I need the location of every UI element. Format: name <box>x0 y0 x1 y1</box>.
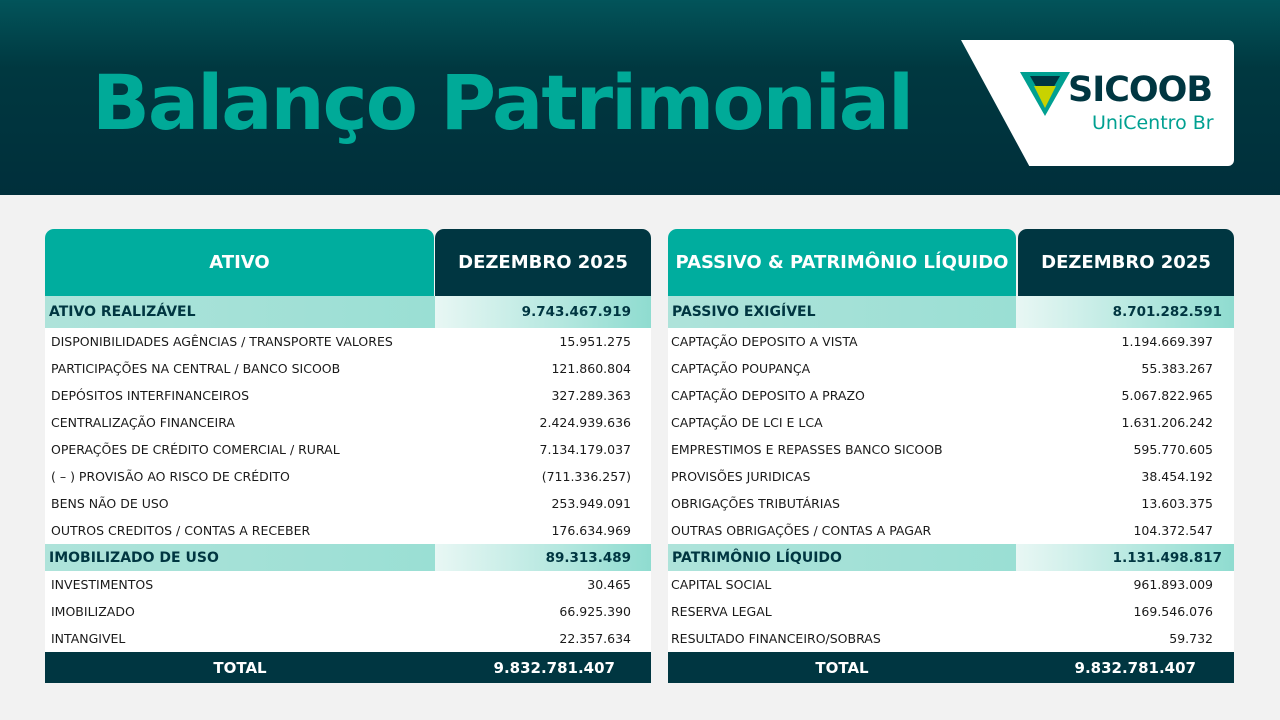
section-row <box>668 296 1234 328</box>
table-row <box>668 490 1234 517</box>
row-label: INTANGIVEL <box>51 631 126 646</box>
passivo-heading: PASSIVO & PATRIMÔNIO LÍQUIDO <box>668 229 1016 296</box>
passivo-period-heading: DEZEMBRO 2025 <box>1018 229 1234 296</box>
row-value: 2.424.939.636 <box>539 415 631 430</box>
row-label: RESERVA LEGAL <box>671 604 772 619</box>
table-row <box>668 436 1234 463</box>
row-value: 169.546.076 <box>1133 604 1213 619</box>
ativo-table-header <box>45 229 651 296</box>
table-row <box>668 355 1234 382</box>
row-label: PROVISÕES JURIDICAS <box>671 469 811 484</box>
table-row <box>45 328 651 355</box>
row-label: EMPRESTIMOS E REPASSES BANCO SICOOB <box>671 442 943 457</box>
row-value: 7.134.179.037 <box>539 442 631 457</box>
table-row <box>668 517 1234 544</box>
section-value: 9.743.467.919 <box>435 296 651 328</box>
section-value: 8.701.282.591 <box>1016 296 1234 328</box>
logo-subtitle: UniCentro Br <box>1092 112 1214 134</box>
row-label: OUTROS CREDITOS / CONTAS A RECEBER <box>51 523 311 538</box>
section-row <box>45 544 651 571</box>
table-row <box>668 571 1234 598</box>
row-label: RESULTADO FINANCEIRO/SOBRAS <box>671 631 881 646</box>
row-value: 595.770.605 <box>1133 442 1213 457</box>
row-value: 59.732 <box>1169 631 1213 646</box>
sicoob-logo-icon <box>1020 72 1070 116</box>
row-value: 5.067.822.965 <box>1121 388 1213 403</box>
section-row <box>45 296 651 328</box>
row-label: CAPTAÇÃO DEPOSITO A PRAZO <box>671 388 865 403</box>
table-row <box>668 409 1234 436</box>
row-label: DEPÓSITOS INTERFINANCEIROS <box>51 388 250 403</box>
table-row <box>45 409 651 436</box>
total-label: TOTAL <box>213 658 267 677</box>
table-row <box>45 598 651 625</box>
row-value: 1.631.206.242 <box>1121 415 1213 430</box>
row-label: CAPITAL SOCIAL <box>671 577 772 592</box>
row-value: 30.465 <box>587 577 631 592</box>
row-label: ( – ) PROVISÃO AO RISCO DE CRÉDITO <box>51 469 290 484</box>
row-label: OPERAÇÕES DE CRÉDITO COMERCIAL / RURAL <box>51 442 340 457</box>
total-label: TOTAL <box>815 658 869 677</box>
table-row <box>45 571 651 598</box>
row-value: 104.372.547 <box>1133 523 1213 538</box>
row-label: IMOBILIZADO <box>51 604 135 619</box>
passivo-table <box>668 229 1234 683</box>
total-value: 9.832.781.407 <box>493 658 615 677</box>
section-value: 89.313.489 <box>435 544 651 571</box>
row-label: OBRIGAÇÕES TRIBUTÁRIAS <box>671 496 840 511</box>
section-label: ATIVO REALIZÁVEL <box>45 296 435 328</box>
row-label: CAPTAÇÃO POUPANÇA <box>671 361 811 376</box>
row-value: 55.383.267 <box>1141 361 1213 376</box>
row-value: 121.860.804 <box>551 361 631 376</box>
ativo-period-heading: DEZEMBRO 2025 <box>435 229 651 296</box>
logo-name: SICOOB <box>1068 70 1213 110</box>
row-value: 66.925.390 <box>559 604 631 619</box>
row-label: INVESTIMENTOS <box>51 577 154 592</box>
section-label: PASSIVO EXIGÍVEL <box>668 296 1016 328</box>
table-row <box>668 382 1234 409</box>
row-label: PARTICIPAÇÕES NA CENTRAL / BANCO SICOOB <box>51 361 341 376</box>
table-row <box>45 463 651 490</box>
passivo-table-header <box>668 229 1234 296</box>
section-row <box>668 544 1234 571</box>
row-value: 13.603.375 <box>1141 496 1213 511</box>
row-value: 38.454.192 <box>1141 469 1213 484</box>
section-value: 1.131.498.817 <box>1016 544 1234 571</box>
total-value: 9.832.781.407 <box>1074 658 1196 677</box>
row-value: 15.951.275 <box>559 334 631 349</box>
row-value: 961.893.009 <box>1133 577 1213 592</box>
total-row <box>668 652 1234 683</box>
row-value: 22.357.634 <box>559 631 631 646</box>
total-row <box>45 652 651 683</box>
table-row <box>668 625 1234 652</box>
row-label: CENTRALIZAÇÃO FINANCEIRA <box>51 415 235 430</box>
table-row <box>45 382 651 409</box>
row-value: 253.949.091 <box>551 496 631 511</box>
table-row <box>45 355 651 382</box>
table-row <box>45 625 651 652</box>
section-label: PATRIMÔNIO LÍQUIDO <box>668 544 1016 571</box>
row-label: DISPONIBILIDADES AGÊNCIAS / TRANSPORTE VALORES <box>51 334 393 349</box>
row-value: 327.289.363 <box>551 388 631 403</box>
row-label: OUTRAS OBRIGAÇÕES / CONTAS A PAGAR <box>671 523 932 538</box>
row-label: CAPTAÇÃO DEPOSITO A VISTA <box>671 334 858 349</box>
table-row <box>45 490 651 517</box>
row-value: 176.634.969 <box>551 523 631 538</box>
row-label: BENS NÃO DE USO <box>51 496 169 511</box>
row-value: 1.194.669.397 <box>1121 334 1213 349</box>
ativo-heading: ATIVO <box>45 229 434 296</box>
table-row <box>668 328 1234 355</box>
table-row <box>668 463 1234 490</box>
page-title: Balanço Patrimonial <box>92 58 913 147</box>
row-value: (711.336.257) <box>541 469 631 484</box>
ativo-table <box>45 229 651 683</box>
table-row <box>45 436 651 463</box>
section-label: IMOBILIZADO DE USO <box>45 544 435 571</box>
table-row <box>668 598 1234 625</box>
row-label: CAPTAÇÃO DE LCI E LCA <box>671 415 823 430</box>
table-row <box>45 517 651 544</box>
